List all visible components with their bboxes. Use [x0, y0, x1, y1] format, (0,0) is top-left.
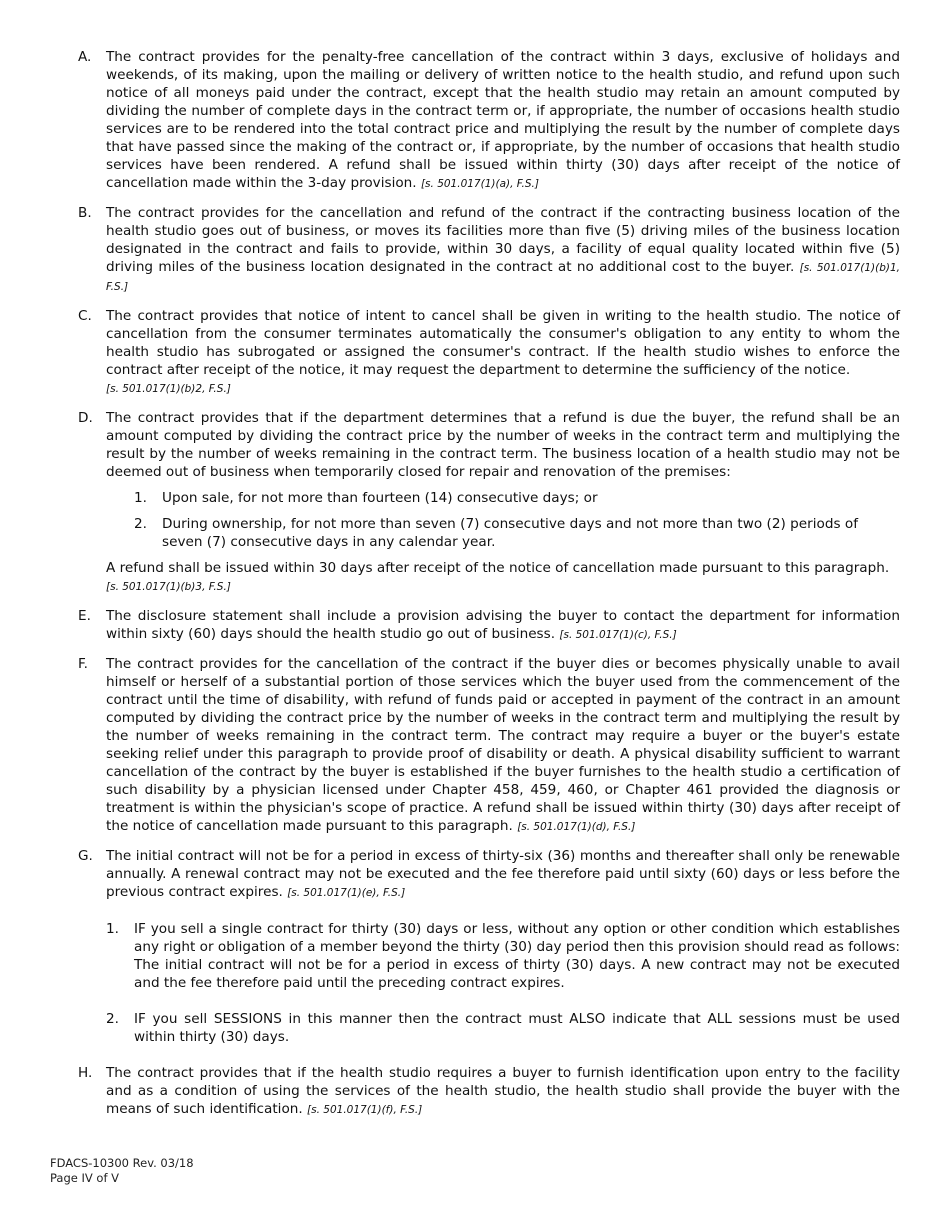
item-letter: B.: [78, 205, 92, 221]
list-number: 2.: [134, 516, 147, 532]
item-h: [78, 1064, 900, 1119]
list-number: 2.: [106, 1011, 119, 1027]
form-id: FDACS-10300 Rev. 03/18: [50, 1156, 194, 1170]
page-number: Page IV of V: [50, 1171, 120, 1185]
item-d: [78, 409, 900, 596]
list-item: [106, 489, 900, 507]
list-text: IF you sell SESSIONS in this manner then the contract must ALSO indicate that ALL sessions must be used within thirty (30) days.: [134, 1011, 900, 1045]
refund-note: [106, 559, 900, 596]
item-a: [78, 48, 900, 193]
paragraph-text: The contract provides for the cancellation of the contract if the buyer dies or becomes physically unable to avail himself or herself of a substantial portion of those services which the buyer used from the commencement of the contract until the time of disability, with refund of funds paid or accepted in payment of the contract in an amount computed by dividing the contract price by the number of weeks in the contract term and multiplying the result by the number of weeks remaining in the contract term. The contract may require a buyer or the buyer's estate seeking relief under this paragraph to provide proof of disability or death. A physical disability sufficient to warrant cancellation of the contract by the buyer is established if the buyer furnishes to the health studio a certification of such disability by a physician licensed under Chapter 458, 459, 460, or Chapter 461 provided the diagnosis or treatment is within the physician's scope of practice. A refund shall be issued within thirty (30) days after receipt of the notice of cancellation made pursuant to this paragraph.: [106, 656, 900, 834]
item-letter: H.: [78, 1065, 93, 1081]
statute-citation: [s. 501.017(1)(b)1, F.S.]: [106, 262, 900, 293]
list-item: [106, 920, 900, 992]
paragraph-text: A refund shall be issued within 30 days after receipt of the notice of cancellation made pursuant to this paragraph.: [106, 560, 890, 576]
statute-citation: [s. 501.017(1)(f), F.S.]: [307, 1104, 423, 1116]
list-item: [106, 515, 900, 551]
item-text: [106, 409, 900, 596]
paragraph-text: The contract provides that notice of intent to cancel shall be given in writing to the health studio. The notice of cancellation from the consumer terminates automatically the consumer's obligation to any entity to whom the health studio has subrogated or assigned the consumer's contract. If the health studio wishes to enforce the contract after receipt of the notice, it may request the department to determine the sufficiency of the notice.: [106, 308, 900, 378]
paragraph-text: The initial contract will not be for a period in excess of thirty-six (36) months and thereafter shall only be renewable annually. A renewal contract may not be executed and the fee therefore paid until sixty (60) days or less before the previous contract expires.: [106, 848, 900, 900]
list-text: IF you sell a single contract for thirty (30) days or less, without any option or other condition which establishes any right or obligation of a member beyond the thirty (30) day period then this provision should read as follows: The initial contract will not be for a period in excess of thirty (30) days. A new contract may not be executed and the fee therefore paid until the preceding contract expires.: [134, 921, 900, 991]
statute-citation: [s. 501.017(1)(e), F.S.]: [287, 887, 406, 899]
item-letter: F.: [78, 656, 88, 672]
list-text: Upon sale, for not more than fourteen (14) consecutive days; or: [162, 490, 598, 506]
item-text: [106, 48, 900, 193]
statute-citation: [s. 501.017(1)(c), F.S.]: [559, 629, 677, 641]
item-letter: D.: [78, 410, 93, 426]
paragraph-text: The disclosure statement shall include a provision advising the buyer to contact the department for information within sixty (60) days should the health studio go out of business.: [106, 608, 900, 642]
statute-citation: [s. 501.017(1)(b)2, F.S.]: [106, 383, 231, 395]
statute-citation: [s. 501.017(1)(a), F.S.]: [420, 178, 539, 190]
page-footer: [50, 1156, 194, 1186]
item-letter: E.: [78, 608, 91, 624]
item-text: [106, 847, 900, 1046]
item-b: [78, 204, 900, 296]
statute-citation: [s. 501.017(1)(d), F.S.]: [517, 821, 636, 833]
item-text: [106, 655, 900, 836]
item-text: [106, 204, 900, 296]
paragraph-text: The contract provides for the cancellation and refund of the contract if the contracting business location of the health studio goes out of business, or moves its facilities more than five (5) driving miles of the business location designated in the contract and fails to provide, within 30 days, a facility of equal quality located within five (5) driving miles of the business location designated in the contract at no additional cost to the buyer.: [106, 205, 900, 275]
paragraph-text: The contract provides that if the health studio requires a buyer to furnish identification upon entry to the facility and as a condition of using the services of the health studio, the health studio shall provide the buyer with the means of such identification.: [106, 1065, 900, 1117]
item-e: [78, 607, 900, 644]
paragraph-text: The contract provides that if the department determines that a refund is due the buyer, the refund shall be an amount computed by dividing the contract price by the number of weeks in the contract term and multiplying the result by the number of weeks remaining in the contract term. The business location of a health studio may not be deemed out of business when temporarily closed for repair and renovation of the premises:: [106, 410, 900, 480]
statute-citation: [s. 501.017(1)(b)3, F.S.]: [106, 581, 231, 593]
item-f: [78, 655, 900, 836]
item-letter: G.: [78, 848, 93, 864]
item-letter: A.: [78, 49, 92, 65]
list-number: 1.: [106, 921, 119, 937]
item-text: [106, 307, 900, 398]
list-text: During ownership, for not more than seven (7) consecutive days and not more than two (2) periods of seven (7) consecutive days in any calendar year.: [162, 516, 858, 550]
item-g: [78, 847, 900, 1046]
item-c: [78, 307, 900, 398]
item-text: [106, 607, 900, 644]
item-letter: C.: [78, 308, 92, 324]
paragraph-text: The contract provides for the penalty-free cancellation of the contract within 3 days, exclusive of holidays and weekends, of its making, upon the mailing or delivery of written notice to the health studio, and refund upon such notice of all moneys paid under the contract, except that the health studio may retain an amount computed by dividing the number of complete days in the contract term or, if appropriate, the number of occasions health studio services are to be rendered into the total contract price and multiplying the result by the number of complete days that have passed since the making of the contract or, if appropriate, by the number of occasions that health studio services have been rendered. A refund shall be issued within thirty (30) days after receipt of the notice of cancellation made within the 3-day provision.: [106, 49, 900, 191]
list-number: 1.: [134, 490, 147, 506]
document-body: [78, 48, 900, 1130]
list-item: [106, 1010, 900, 1046]
item-text: [106, 1064, 900, 1119]
